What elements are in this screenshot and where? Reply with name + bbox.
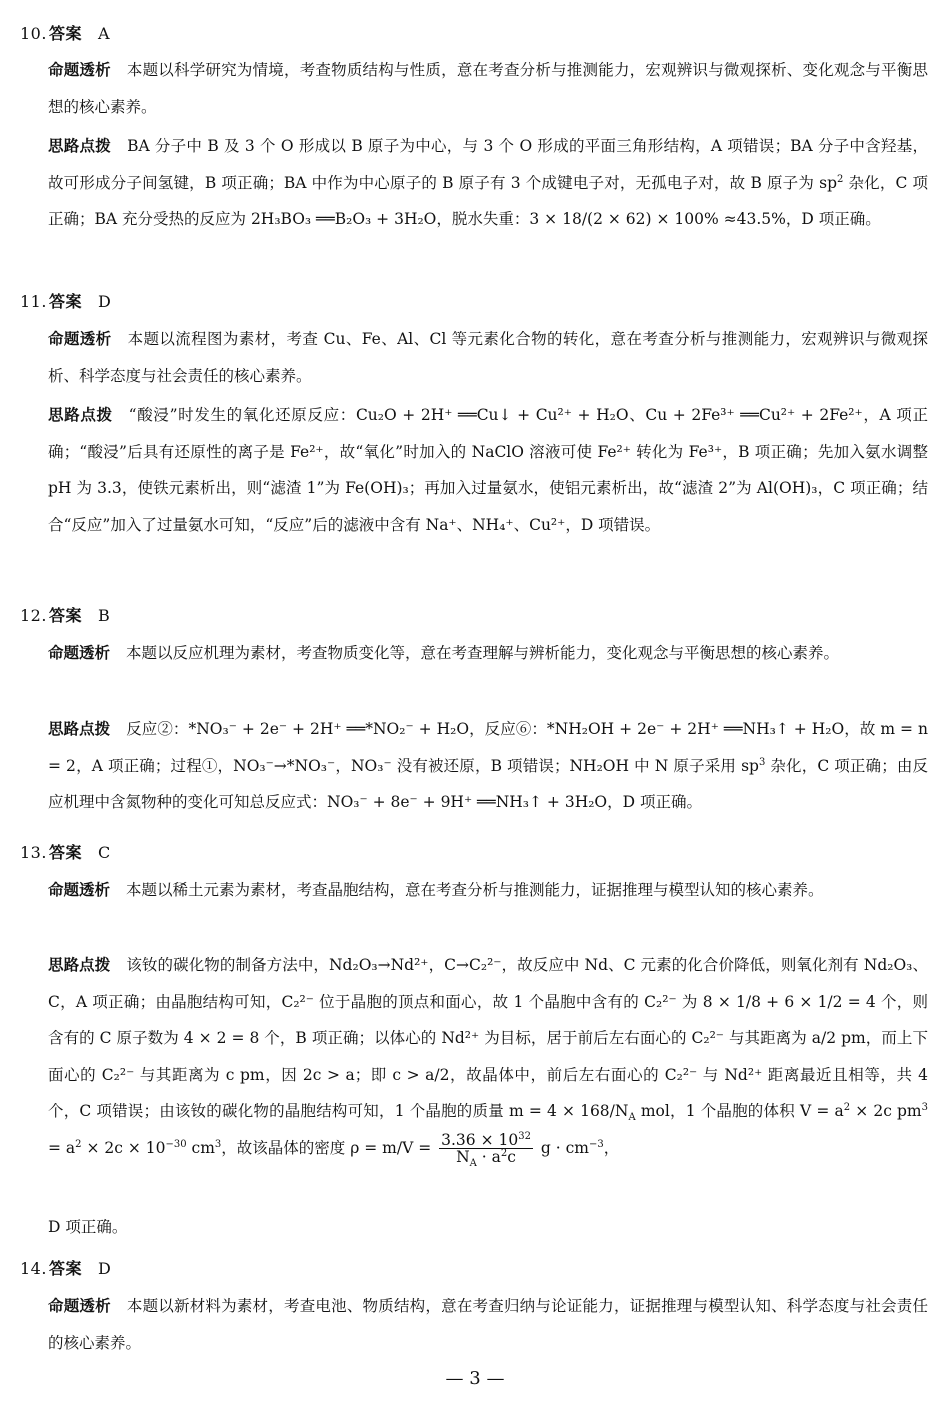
q12-hint [48,711,928,821]
q13-answer-label: 答案 [48,843,82,862]
q13-hint-text-b: mol，1 个晶胞的体积 V = a [635,1102,844,1121]
q11-intent [48,321,928,394]
q10-hint-text-a: BA 分子中 B 及 3 个 O 形成以 B 原子为中心，与 3 个 O 形成的平面三角形结构，A 项错误；BA 分子中含羟基，故可形成分子间氢键，B 项正确；BA 中作为中心原子的 B 原子有 3 个成键电子对，无孤电子对，故 B 原子为 sp [48,137,928,192]
q10-hint [48,128,928,238]
q11-intent-label: 命题透析 [48,330,112,348]
q12-hint-text-b: 杂化，C 项正确；由反应机理中含氮物种的变化可知总反应式：NO₃⁻ + 8e⁻ + 9H⁺ ══NH₃↑ + 3H₂O，D 项正确。 [48,756,928,812]
q10-answer-label: 答案 [48,24,82,43]
q12-answer-label: 答案 [48,606,82,625]
frac-den-d: 2 [500,1148,508,1160]
q12-hint-label: 思路点拨 [48,720,111,738]
frac-den-a: N [456,1148,470,1167]
q11-answer: D [97,292,112,311]
q12-intent [48,635,928,672]
q14-answer-label: 答案 [48,1259,82,1278]
page-number: — 3 — [445,1368,505,1389]
q10-sup-2: 2 [837,173,844,185]
q14-header [20,1256,111,1279]
frac-num-a: 3.36 × 10 [441,1131,519,1150]
fraction-denominator [439,1148,533,1170]
q13-hint-text-j: ， [603,1138,620,1157]
q12-header [20,603,110,626]
q10-hint-label: 思路点拨 [48,137,112,155]
q13-sup-3b: 3 [214,1138,222,1150]
q11-hint [48,397,928,543]
density-fraction [439,1131,533,1170]
q13-hint-text-g: ，故该晶体的密度 ρ = m/V = [221,1138,437,1157]
q13-sub-A: A [628,1112,636,1124]
fraction-numerator [439,1132,533,1149]
q13-hint-label: 思路点拨 [48,956,111,974]
q13-answer: C [97,843,111,862]
q10-hint-text-b: 杂化，C 项正确；BA 充分受热的反应为 2H₃BO₃ ══B₂O₃ + 3H₂O，脱水失重：3 × 18/(2 × 62) × 100% ≈43.5%，D 项正确。 [48,173,929,229]
q11-hint-label: 思路点拨 [48,406,113,424]
q13-hint-text-c: × 2c pm [850,1102,922,1121]
frac-num-b: 32 [518,1131,531,1143]
q11-intent-text: 本题以流程图为素材，考查 Cu、Fe、Al、Cl 等元素化合物的转化，意在考查分析与推测能力，宏观辨识与微观探析、科学态度与社会责任的核心素养。 [48,330,928,385]
q12-number: 12. [20,606,47,625]
q12-intent-text: 本题以反应机理为素材，考查物质变化等，意在考查理解与辨析能力，变化观念与平衡思想的核心素养。 [126,644,840,662]
q14-answer: D [97,1259,112,1278]
q10-intent-text: 本题以科学研究为情境，考查物质结构与性质，意在考查分析与推测能力，宏观辨识与微观探析、变化观念与平衡思想的核心素养。 [48,61,928,116]
q13-intent-text: 本题以稀土元素为素材，考查晶胞结构，意在考查分析与推测能力，证据推理与模型认知的核心素养。 [126,881,824,899]
q12-sup-3: 3 [758,756,766,768]
q13-hint-text-f: cm [186,1138,215,1157]
q12-hint-text-a: 反应②：*NO₃⁻ + 2e⁻ + 2H⁺ ══*NO₂⁻ + H₂O，反应⑥：*NH₂OH + 2e⁻ + 2H⁺ ══NH₃↑ + H₂O，故 m = n = 2，A 项正确；过程①，NO₃⁻→*NO₃⁻，NO₃⁻ 没有被还原，B 项错误；NH₂OH 中 N 原子采用 sp [48,720,928,775]
q13-sup-3a: 3 [921,1102,929,1114]
q13-hint-text-k: D 项正确。 [48,1218,128,1236]
q13-hint-text-a: 该钕的碳化物的制备方法中，Nd₂O₃→Nd²⁺，C→C₂²⁻，故反应中 Nd、C 元素的化合价降低，则氧化剂有 Nd₂O₃、C，A 项正确；由晶胞结构可知，C₂²⁻ 位于晶胞的顶点和面心，故 1 个晶胞中含有的 C₂²⁻ 为 8 × 1/8 + 6 × 1/2 = 4 个，则含有的 C 原子数为 4 × 2 = 8 个，B 项正确；以体心的 Nd²⁺ 为目标，居于前后左右面心的 C₂²⁻ 与其距离为 a/2 pm，而上下面心的 C₂²⁻ 与其距离为 c pm，因 2c > a；即 c > a/2，故晶体中，前后左右面心的 C₂²⁻ 与 Nd²⁺ 距离最近且相等，共 4 个，C 项错误；由该钕的碳化物的晶胞结构可知，1 个晶胞的质量 m = 4 × 168/N [48,956,928,1121]
q12-intent-label: 命题透析 [48,644,111,662]
q14-intent-text: 本题以新材料为素材，考查电池、物质结构，意在考查归纳与论证能力，证据推理与模型认知、科学态度与社会责任的核心素养。 [48,1297,928,1352]
q13-sup-2b: 2 [75,1138,82,1150]
q13-hint [48,947,929,1170]
q10-number: 10. [20,24,47,43]
frac-den-b: A [469,1158,477,1170]
q14-number: 14. [20,1259,47,1278]
q11-number: 11. [20,292,47,311]
q11-header [20,289,111,312]
q13-hint-text-e: × 2c × 10 [81,1138,166,1157]
q13-intent [48,872,928,909]
q12-answer: B [97,606,111,625]
q13-sup-m30: −30 [165,1138,187,1150]
frac-den-e: c [507,1148,516,1167]
q11-hint-text: “酸浸”时发生的氧化还原反应：Cu₂O + 2H⁺ ══Cu↓ + Cu²⁺ + H₂O、Cu + 2Fe³⁺ ══Cu²⁺ + 2Fe²⁺，A 项正确；“酸浸”后具有还原性的离子是 Fe²⁺，故“氧化”时加入的 NaClO 溶液可使 Fe²⁺ 转化为 Fe³⁺，B 项正确；先加入氨水调整 pH 为 3.3，使铁元素析出，则“滤渣 1”为 Fe(OH)₃；再加入过量氨水，使铝元素析出，故“滤渣 2”为 Al(OH)₃，C 项正确；结合“反应”加入了过量氨水可知，“反应”后的滤液中含有 Na⁺、NH₄⁺、Cu²⁺，D 项错误。 [48,406,928,534]
q10-answer: A [97,24,111,43]
q13-number: 13. [20,843,47,862]
frac-den-c: · a [476,1148,501,1167]
q13-intent-label: 命题透析 [48,881,111,899]
q14-intent [48,1288,928,1361]
q11-answer-label: 答案 [48,292,82,311]
q10-intent-label: 命题透析 [48,61,111,79]
q14-intent-label: 命题透析 [48,1297,111,1315]
q13-header [20,840,111,863]
q13-hint-text-h: g · cm [535,1138,589,1157]
q13-sup-m3: −3 [588,1138,604,1150]
q13-sup-2a: 2 [843,1102,851,1114]
q13-hint-end [48,1209,928,1246]
q10-intent [48,52,928,125]
q10-header [20,21,110,44]
q13-hint-text-d: = a [48,1138,76,1157]
